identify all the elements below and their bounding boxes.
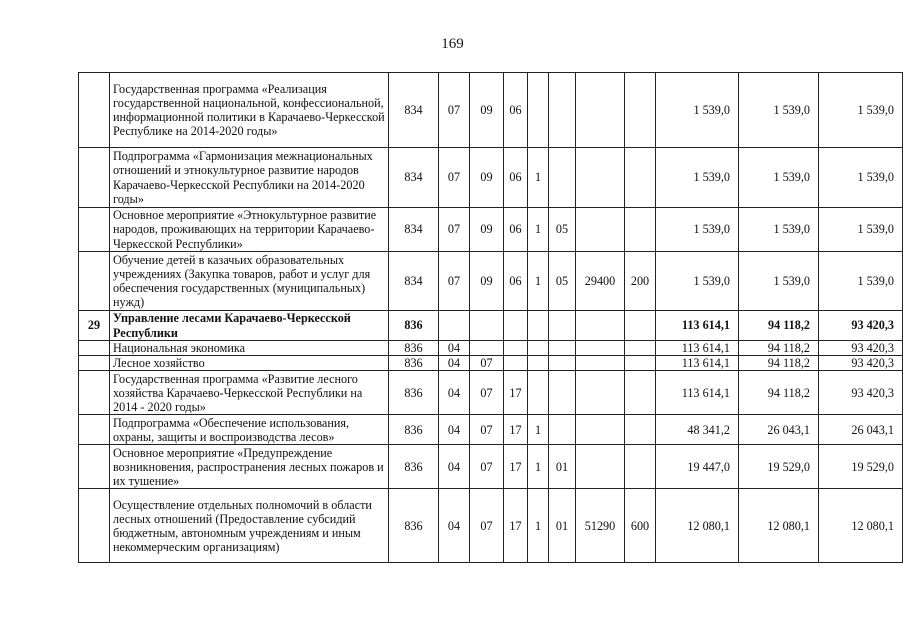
cell-item-name: Осуществление отдельных полномочий в области лесных отношений (Предоставление субсидий бюджетным, автономным учреждениям и иным некоммерческим организациям) — [110, 489, 389, 563]
cell-target-direction — [576, 311, 625, 341]
table-row — [79, 356, 903, 371]
cell-subsection-code: 07 — [470, 356, 504, 371]
cell-item-name: Подпрограмма «Обеспечение использования, охраны, защиты и воспроизводства лесов» — [110, 415, 389, 445]
table-row — [79, 445, 903, 489]
cell-subsection-code — [470, 341, 504, 356]
table-body — [79, 73, 903, 563]
cell-subsection-code: 07 — [470, 489, 504, 563]
cell-amount-year-2: 19 529,0 — [739, 445, 819, 489]
cell-amount-year-2: 1 539,0 — [739, 252, 819, 311]
cell-department-code: 834 — [389, 208, 439, 252]
cell-expense-type — [625, 341, 656, 356]
cell-target-subprogram: 1 — [528, 445, 549, 489]
cell-amount-year-2: 1 539,0 — [739, 148, 819, 208]
table-row — [79, 415, 903, 445]
cell-row-number — [79, 489, 110, 563]
cell-target-direction — [576, 415, 625, 445]
cell-subsection-code: 07 — [470, 445, 504, 489]
cell-target-program — [504, 341, 528, 356]
cell-department-code: 834 — [389, 252, 439, 311]
cell-subsection-code: 09 — [470, 73, 504, 148]
cell-target-direction — [576, 356, 625, 371]
cell-amount-year-3: 93 420,3 — [819, 311, 903, 341]
table-row — [79, 341, 903, 356]
cell-target-direction — [576, 445, 625, 489]
cell-amount-year-3: 1 539,0 — [819, 73, 903, 148]
cell-amount-year-2: 1 539,0 — [739, 73, 819, 148]
cell-amount-year-3: 1 539,0 — [819, 252, 903, 311]
cell-target-subprogram: 1 — [528, 148, 549, 208]
cell-target-direction — [576, 73, 625, 148]
cell-amount-year-1: 48 341,2 — [656, 415, 739, 445]
cell-amount-year-1: 113 614,1 — [656, 341, 739, 356]
cell-target-activity — [549, 371, 576, 415]
cell-subsection-code: 07 — [470, 371, 504, 415]
cell-amount-year-1: 12 080,1 — [656, 489, 739, 563]
table-row — [79, 252, 903, 311]
table-row — [79, 73, 903, 148]
cell-target-activity — [549, 148, 576, 208]
cell-amount-year-2: 94 118,2 — [739, 371, 819, 415]
cell-amount-year-3: 93 420,3 — [819, 371, 903, 415]
cell-target-activity — [549, 415, 576, 445]
cell-target-activity: 01 — [549, 489, 576, 563]
cell-expense-type: 600 — [625, 489, 656, 563]
budget-table — [78, 72, 903, 563]
cell-target-direction: 29400 — [576, 252, 625, 311]
cell-subsection-code: 07 — [470, 415, 504, 445]
cell-expense-type — [625, 73, 656, 148]
cell-amount-year-1: 113 614,1 — [656, 311, 739, 341]
table-row — [79, 311, 903, 341]
table-row — [79, 148, 903, 208]
cell-target-program: 06 — [504, 73, 528, 148]
cell-department-code: 834 — [389, 73, 439, 148]
cell-target-activity: 05 — [549, 208, 576, 252]
cell-department-code: 836 — [389, 371, 439, 415]
cell-target-program: 17 — [504, 371, 528, 415]
cell-section-code: 04 — [439, 341, 470, 356]
cell-amount-year-3: 19 529,0 — [819, 445, 903, 489]
cell-expense-type — [625, 371, 656, 415]
cell-target-subprogram: 1 — [528, 415, 549, 445]
cell-department-code: 834 — [389, 148, 439, 208]
cell-department-code: 836 — [389, 311, 439, 341]
cell-item-name: Подпрограмма «Гармонизация межнациональных отношений и этнокультурное развитие народов Карачаево-Черкесской Республики на 2014-2020 годы» — [110, 148, 389, 208]
cell-target-activity — [549, 341, 576, 356]
cell-subsection-code: 09 — [470, 148, 504, 208]
cell-amount-year-1: 113 614,1 — [656, 356, 739, 371]
cell-amount-year-3: 26 043,1 — [819, 415, 903, 445]
cell-subsection-code: 09 — [470, 252, 504, 311]
cell-target-subprogram: 1 — [528, 489, 549, 563]
cell-expense-type — [625, 208, 656, 252]
cell-amount-year-1: 1 539,0 — [656, 148, 739, 208]
cell-expense-type: 200 — [625, 252, 656, 311]
cell-target-program: 17 — [504, 489, 528, 563]
cell-row-number — [79, 341, 110, 356]
cell-amount-year-1: 1 539,0 — [656, 73, 739, 148]
cell-target-subprogram — [528, 371, 549, 415]
cell-row-number: 29 — [79, 311, 110, 341]
cell-expense-type — [625, 415, 656, 445]
cell-section-code: 04 — [439, 445, 470, 489]
cell-target-subprogram: 1 — [528, 208, 549, 252]
cell-item-name: Государственная программа «Реализация государственной национальной, конфессиональной, информационной политики в Карачаево-Черкесской Республике на 2014-2020 годы» — [110, 73, 389, 148]
cell-target-direction — [576, 371, 625, 415]
cell-amount-year-1: 19 447,0 — [656, 445, 739, 489]
cell-item-name: Управление лесами Карачаево-Черкесской Республики — [110, 311, 389, 341]
cell-target-subprogram — [528, 356, 549, 371]
cell-amount-year-1: 113 614,1 — [656, 371, 739, 415]
cell-target-direction — [576, 208, 625, 252]
cell-section-code: 04 — [439, 371, 470, 415]
cell-target-program: 06 — [504, 208, 528, 252]
cell-section-code: 07 — [439, 148, 470, 208]
cell-target-direction — [576, 148, 625, 208]
cell-target-direction — [576, 341, 625, 356]
cell-department-code: 836 — [389, 341, 439, 356]
cell-amount-year-1: 1 539,0 — [656, 208, 739, 252]
cell-amount-year-2: 94 118,2 — [739, 311, 819, 341]
cell-expense-type — [625, 148, 656, 208]
cell-target-activity — [549, 311, 576, 341]
cell-target-subprogram — [528, 311, 549, 341]
cell-target-program: 06 — [504, 252, 528, 311]
cell-item-name: Основное мероприятие «Этнокультурное развитие народов, проживающих на территории Карачаево-Черкесской Республики» — [110, 208, 389, 252]
cell-section-code: 04 — [439, 356, 470, 371]
cell-item-name: Государственная программа «Развитие лесного хозяйства Карачаево-Черкесской Республики на 2014 - 2020 годы» — [110, 371, 389, 415]
cell-department-code: 836 — [389, 445, 439, 489]
cell-row-number — [79, 148, 110, 208]
cell-target-program: 17 — [504, 415, 528, 445]
cell-target-subprogram — [528, 341, 549, 356]
cell-section-code: 07 — [439, 252, 470, 311]
table-row — [79, 208, 903, 252]
cell-amount-year-3: 93 420,3 — [819, 356, 903, 371]
cell-row-number — [79, 208, 110, 252]
cell-amount-year-2: 26 043,1 — [739, 415, 819, 445]
cell-amount-year-2: 94 118,2 — [739, 341, 819, 356]
cell-target-activity — [549, 73, 576, 148]
cell-expense-type — [625, 311, 656, 341]
cell-subsection-code — [470, 311, 504, 341]
cell-section-code — [439, 311, 470, 341]
cell-department-code: 836 — [389, 356, 439, 371]
page-number: 169 — [441, 36, 464, 52]
cell-amount-year-3: 1 539,0 — [819, 208, 903, 252]
cell-section-code: 04 — [439, 415, 470, 445]
cell-item-name: Национальная экономика — [110, 341, 389, 356]
cell-row-number — [79, 73, 110, 148]
cell-target-program: 17 — [504, 445, 528, 489]
cell-row-number — [79, 356, 110, 371]
cell-subsection-code: 09 — [470, 208, 504, 252]
cell-row-number — [79, 415, 110, 445]
cell-amount-year-3: 12 080,1 — [819, 489, 903, 563]
cell-department-code: 836 — [389, 489, 439, 563]
cell-amount-year-1: 1 539,0 — [656, 252, 739, 311]
cell-row-number — [79, 371, 110, 415]
cell-item-name: Основное мероприятие «Предупреждение возникновения, распространения лесных пожаров и их тушение» — [110, 445, 389, 489]
cell-department-code: 836 — [389, 415, 439, 445]
cell-item-name: Лесное хозяйство — [110, 356, 389, 371]
cell-section-code: 07 — [439, 73, 470, 148]
cell-section-code: 07 — [439, 208, 470, 252]
cell-target-subprogram: 1 — [528, 252, 549, 311]
cell-row-number — [79, 445, 110, 489]
cell-target-subprogram — [528, 73, 549, 148]
cell-amount-year-2: 1 539,0 — [739, 208, 819, 252]
cell-target-direction: 51290 — [576, 489, 625, 563]
cell-item-name: Обучение детей в казачьих образовательных учреждениях (Закупка товаров, работ и услуг для обеспечения государственных (муниципальных) нужд) — [110, 252, 389, 311]
cell-expense-type — [625, 356, 656, 371]
cell-section-code: 04 — [439, 489, 470, 563]
cell-target-program — [504, 356, 528, 371]
cell-amount-year-3: 1 539,0 — [819, 148, 903, 208]
cell-target-program — [504, 311, 528, 341]
cell-amount-year-2: 94 118,2 — [739, 356, 819, 371]
cell-target-activity: 01 — [549, 445, 576, 489]
table-row — [79, 489, 903, 563]
cell-target-activity — [549, 356, 576, 371]
cell-expense-type — [625, 445, 656, 489]
cell-target-program: 06 — [504, 148, 528, 208]
cell-target-activity: 05 — [549, 252, 576, 311]
table-row — [79, 371, 903, 415]
cell-row-number — [79, 252, 110, 311]
cell-amount-year-2: 12 080,1 — [739, 489, 819, 563]
cell-amount-year-3: 93 420,3 — [819, 341, 903, 356]
